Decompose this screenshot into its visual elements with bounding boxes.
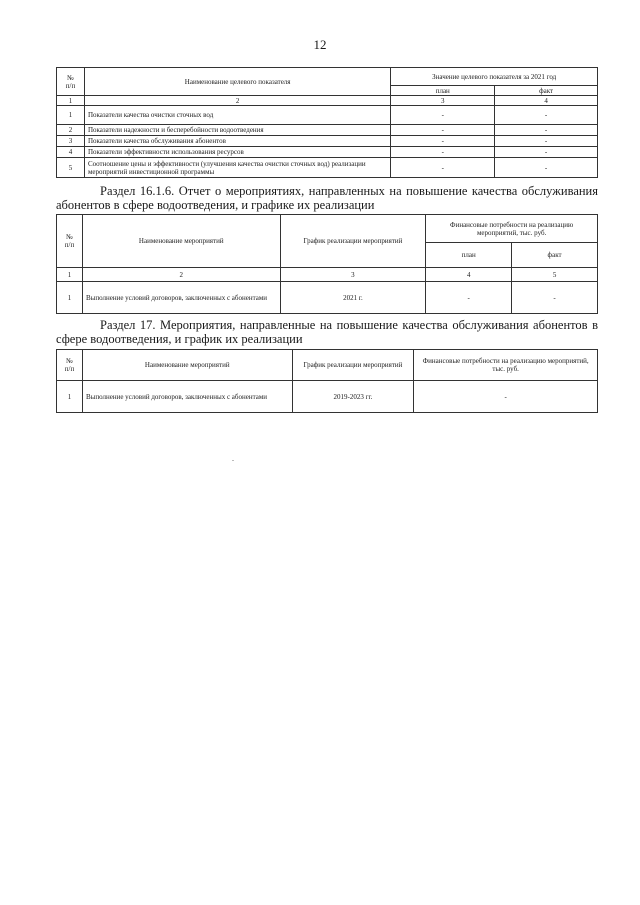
header-schedule: График реализации мероприятий xyxy=(280,215,426,268)
index-cell: 2 xyxy=(84,96,390,106)
index-cell: 3 xyxy=(391,96,495,106)
index-cell: 1 xyxy=(57,268,83,282)
row-num: 1 xyxy=(57,106,85,125)
row-name: Выполнение условий договоров, заключенных с абонентами xyxy=(82,381,292,413)
target-indicators-table xyxy=(56,67,598,178)
table-row xyxy=(57,147,598,158)
table-row xyxy=(57,282,598,314)
header-plan: план xyxy=(391,86,495,96)
index-cell: 4 xyxy=(426,268,512,282)
row-name: Показатели эффективности использования ресурсов xyxy=(84,147,390,158)
index-cell: 5 xyxy=(512,268,598,282)
table-row xyxy=(57,136,598,147)
header-num: № п/п xyxy=(57,350,83,381)
scan-speck xyxy=(232,460,234,461)
section-heading-text: Раздел 17. Мероприятия, направленные на повышение качества обслуживания абонентов в сфере водоотведения, и график их реализации xyxy=(56,318,598,346)
index-row xyxy=(57,96,598,106)
header-indicator-name: Наименование целевого показателя xyxy=(84,68,390,96)
header-activity-name: Наименование мероприятий xyxy=(82,350,292,381)
section-heading-17 xyxy=(56,318,598,346)
index-cell: 3 xyxy=(280,268,426,282)
header-activity-name: Наименование мероприятий xyxy=(82,215,280,268)
row-schedule: 2019-2023 гг. xyxy=(292,381,414,413)
row-finance: - xyxy=(414,381,598,413)
row-num: 3 xyxy=(57,136,85,147)
row-schedule: 2021 г. xyxy=(280,282,426,314)
header-num: № п/п xyxy=(57,68,85,96)
index-row xyxy=(57,268,598,282)
header-plan: план xyxy=(426,243,512,268)
row-fact: - xyxy=(512,282,598,314)
page-number: 12 xyxy=(313,37,327,52)
table-row xyxy=(57,158,598,178)
header-fact: факт xyxy=(495,86,598,96)
row-fact: - xyxy=(495,158,598,178)
section-heading-16-1-6 xyxy=(56,184,598,212)
header-finance-group: Финансовые потребности на реализацию мероприятий, тыс. руб. xyxy=(426,215,598,243)
index-cell: 1 xyxy=(57,96,85,106)
row-plan: - xyxy=(391,147,495,158)
index-cell: 4 xyxy=(495,96,598,106)
row-num: 1 xyxy=(57,282,83,314)
row-name: Выполнение условий договоров, заключенных с абонентами xyxy=(82,282,280,314)
header-num: № п/п xyxy=(57,215,83,268)
row-fact: - xyxy=(495,125,598,136)
row-fact: - xyxy=(495,106,598,125)
row-plan: - xyxy=(391,136,495,147)
table-row xyxy=(57,125,598,136)
index-cell: 2 xyxy=(82,268,280,282)
row-name: Показатели надежности и бесперебойности водоотведения xyxy=(84,125,390,136)
row-fact: - xyxy=(495,147,598,158)
row-plan: - xyxy=(391,125,495,136)
row-name: Показатели качества обслуживания абонентов xyxy=(84,136,390,147)
section-heading-text: Раздел 16.1.6. Отчет о мероприятиях, направленных на повышение качества обслуживания абонентов в сфере водоотведения, и графике их реализации xyxy=(56,184,598,212)
header-fact: факт xyxy=(512,243,598,268)
row-plan: - xyxy=(391,158,495,178)
row-plan: - xyxy=(426,282,512,314)
activities-report-table xyxy=(56,214,598,314)
row-num: 5 xyxy=(57,158,85,178)
row-num: 4 xyxy=(57,147,85,158)
header-schedule: График реализации мероприятий xyxy=(292,350,414,381)
row-plan: - xyxy=(391,106,495,125)
table-row xyxy=(57,106,598,125)
row-name: Показатели качества очистки сточных вод xyxy=(84,106,390,125)
row-num: 2 xyxy=(57,125,85,136)
table-row xyxy=(57,381,598,413)
row-num: 1 xyxy=(57,381,83,413)
row-fact: - xyxy=(495,136,598,147)
header-finance: Финансовые потребности на реализацию мероприятий, тыс. руб. xyxy=(414,350,598,381)
row-name: Соотношение цены и эффективности (улучшения качества очистки сточных вод) реализации мероприятий инвестиционной программы xyxy=(84,158,390,178)
header-value-group: Значение целевого показателя за 2021 год xyxy=(391,68,598,86)
activities-plan-table xyxy=(56,349,598,413)
